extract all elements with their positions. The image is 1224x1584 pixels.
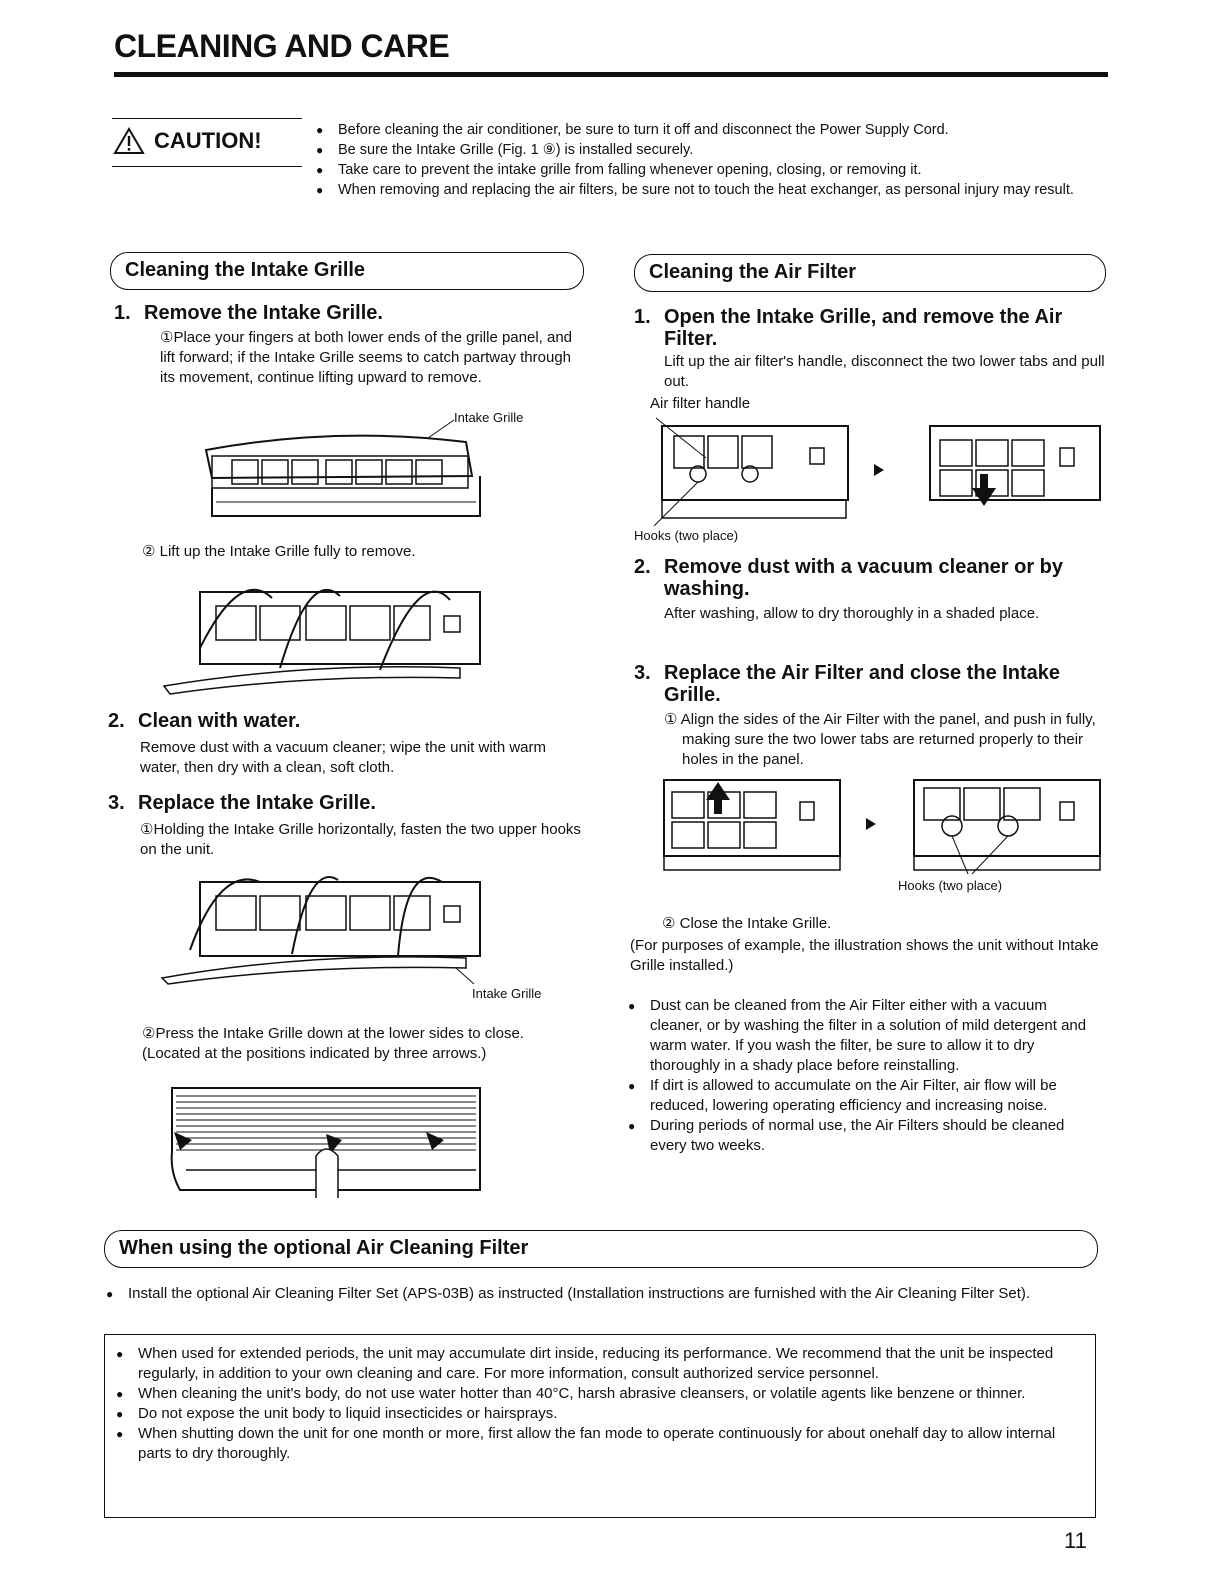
fig-label-air-filter-handle: Air filter handle xyxy=(650,395,751,412)
right-step3-title xyxy=(634,662,1106,706)
optional-list xyxy=(106,1284,1100,1304)
step-title: Replace the Intake Grille. xyxy=(138,792,376,814)
figure-fasten-hooks xyxy=(160,866,490,984)
section-heading-air-filter: Cleaning the Air Filter xyxy=(634,254,1106,292)
step-title: Clean with water. xyxy=(138,710,301,732)
figure-replace-filter xyxy=(656,774,1106,876)
step-title: Replace the Air Filter and close the Intake Grille. xyxy=(664,662,1061,706)
filter-note-item: ● If dirt is allowed to accumulate on the Air Filter, air flow will be reduced, lowering operating efficiency and increasing noise. xyxy=(628,1076,1102,1116)
step-number: 1. xyxy=(634,306,651,328)
fig-label-hooks-2: Hooks (two place) xyxy=(898,878,1003,893)
filter-note-item: ● Dust can be cleaned from the Air Filter either with a vacuum cleaner, or by washing the filter in a solution of mild detergent and warm water. If you wash the filter, be sure to allow it to dry thoroughly in a shady place before reinstalling. xyxy=(628,996,1102,1076)
title-rule xyxy=(114,72,1108,77)
fig-label-intake-grille-1: Intake Grille xyxy=(454,410,524,425)
left-step1-text2: ② Lift up the Intake Grille fully to remove. xyxy=(142,543,416,560)
note-item: ● When shutting down the unit for one month or more, first allow the fan mode to operate continuously for about onehalf day to allow internal parts to dry thoroughly. xyxy=(116,1424,1086,1464)
caution-item: ● Before cleaning the air conditioner, be sure to turn it off and disconnect the Power Supply Cord. xyxy=(316,120,1106,140)
right-step1-text: Lift up the air filter's handle, disconnect the two lower tabs and pull out. xyxy=(664,353,1105,390)
left-step3-title xyxy=(108,792,584,814)
step-title: Open the Intake Grille, and remove the Air Filter. xyxy=(664,306,1063,350)
note-item: ● When cleaning the unit's body, do not use water hotter than 40°C, harsh abrasive cleansers, or volatile agents like benzene or thinner. xyxy=(116,1384,1086,1404)
caution-list xyxy=(316,120,1106,200)
optional-item: ● Install the optional Air Cleaning Filter Set (APS-03B) as instructed (Installation instructions are furnished with the Air Cleaning Filter Set). xyxy=(106,1284,1100,1304)
left-step1-title xyxy=(114,302,584,324)
note-item: ● When used for extended periods, the unit may accumulate dirt inside, reducing its performance. We recommend that the unit be inspected regularly, in addition to your own cleaning and care. For more information, consult authorized service personnel. xyxy=(116,1344,1086,1384)
right-step3-text1: ① Align the sides of the Air Filter with the panel, and push in fully, making sure the two lower tabs are returned properly to their holes in the panel. xyxy=(664,711,1096,768)
filter-notes-list xyxy=(628,996,1102,1156)
fig-label-hooks-1: Hooks (two place) xyxy=(634,528,739,543)
step-title: Remove the Intake Grille. xyxy=(144,302,383,324)
page-number: 11 xyxy=(1064,1528,1087,1553)
step-title: Remove dust with a vacuum cleaner or by washing. xyxy=(664,556,1064,600)
left-step3-text1: ①Holding the Intake Grille horizontally, fasten the two upper hooks on the unit. xyxy=(140,821,581,858)
right-step2-title xyxy=(634,556,1106,600)
page-title: CLEANING AND CARE xyxy=(114,28,450,64)
caution-label xyxy=(114,128,262,154)
caution-rule-bottom xyxy=(112,166,302,167)
caution-rule-top xyxy=(112,118,302,119)
caution-item: ● Take care to prevent the intake grille from falling whenever opening, closing, or removing it. xyxy=(316,160,1106,180)
warning-icon xyxy=(114,128,144,154)
caution-text: CAUTION! xyxy=(154,128,262,153)
figure-remove-filter xyxy=(646,418,1106,528)
note-item: ● Do not expose the unit body to liquid insecticides or hairsprays. xyxy=(116,1404,1086,1424)
step-number: 1. xyxy=(114,302,131,324)
left-step2-title xyxy=(108,710,584,732)
step-number: 2. xyxy=(634,556,651,578)
figure-lift-grille xyxy=(160,578,490,696)
figure-remove-grille xyxy=(196,416,496,526)
right-step3-text2: ② Close the Intake Grille. xyxy=(662,915,832,932)
caution-item: ● Be sure the Intake Grille (Fig. 1 ⑨) is installed securely. xyxy=(316,140,1106,160)
step-number: 3. xyxy=(634,662,651,684)
step-number: 2. xyxy=(108,710,125,732)
right-step2-text: After washing, allow to dry thoroughly in a shaded place. xyxy=(664,605,1040,622)
section-heading-optional-filter: When using the optional Air Cleaning Filter xyxy=(104,1230,1098,1268)
step-number: 3. xyxy=(108,792,125,814)
section-heading-intake-grille: Cleaning the Intake Grille xyxy=(110,252,584,290)
left-step1-text1: ①Place your fingers at both lower ends of the grille panel, and lift forward; if the Intake Grille seems to catch partway through its movement, continue lifting upward to remove. xyxy=(160,329,573,386)
caution-item: ● When removing and replacing the air filters, be sure not to touch the heat exchanger, as personal injury may result. xyxy=(316,180,1106,200)
filter-note-item: ● During periods of normal use, the Air Filters should be cleaned every two weeks. xyxy=(628,1116,1102,1156)
left-step3-text2: ②Press the Intake Grille down at the lower sides to close.(Located at the positions indicated by three arrows.) xyxy=(142,1025,524,1062)
left-step2-text: Remove dust with a vacuum cleaner; wipe the unit with warm water, then dry with a clean, soft cloth. xyxy=(140,739,547,776)
fig-label-intake-grille-2: Intake Grille xyxy=(472,986,542,1001)
right-step3-text3: (For purposes of example, the illustration shows the unit without Intake Grille installed.) xyxy=(630,937,1099,974)
figure-press-grille xyxy=(166,1082,486,1198)
notes-list xyxy=(116,1344,1086,1464)
right-step1-title xyxy=(634,306,1106,350)
